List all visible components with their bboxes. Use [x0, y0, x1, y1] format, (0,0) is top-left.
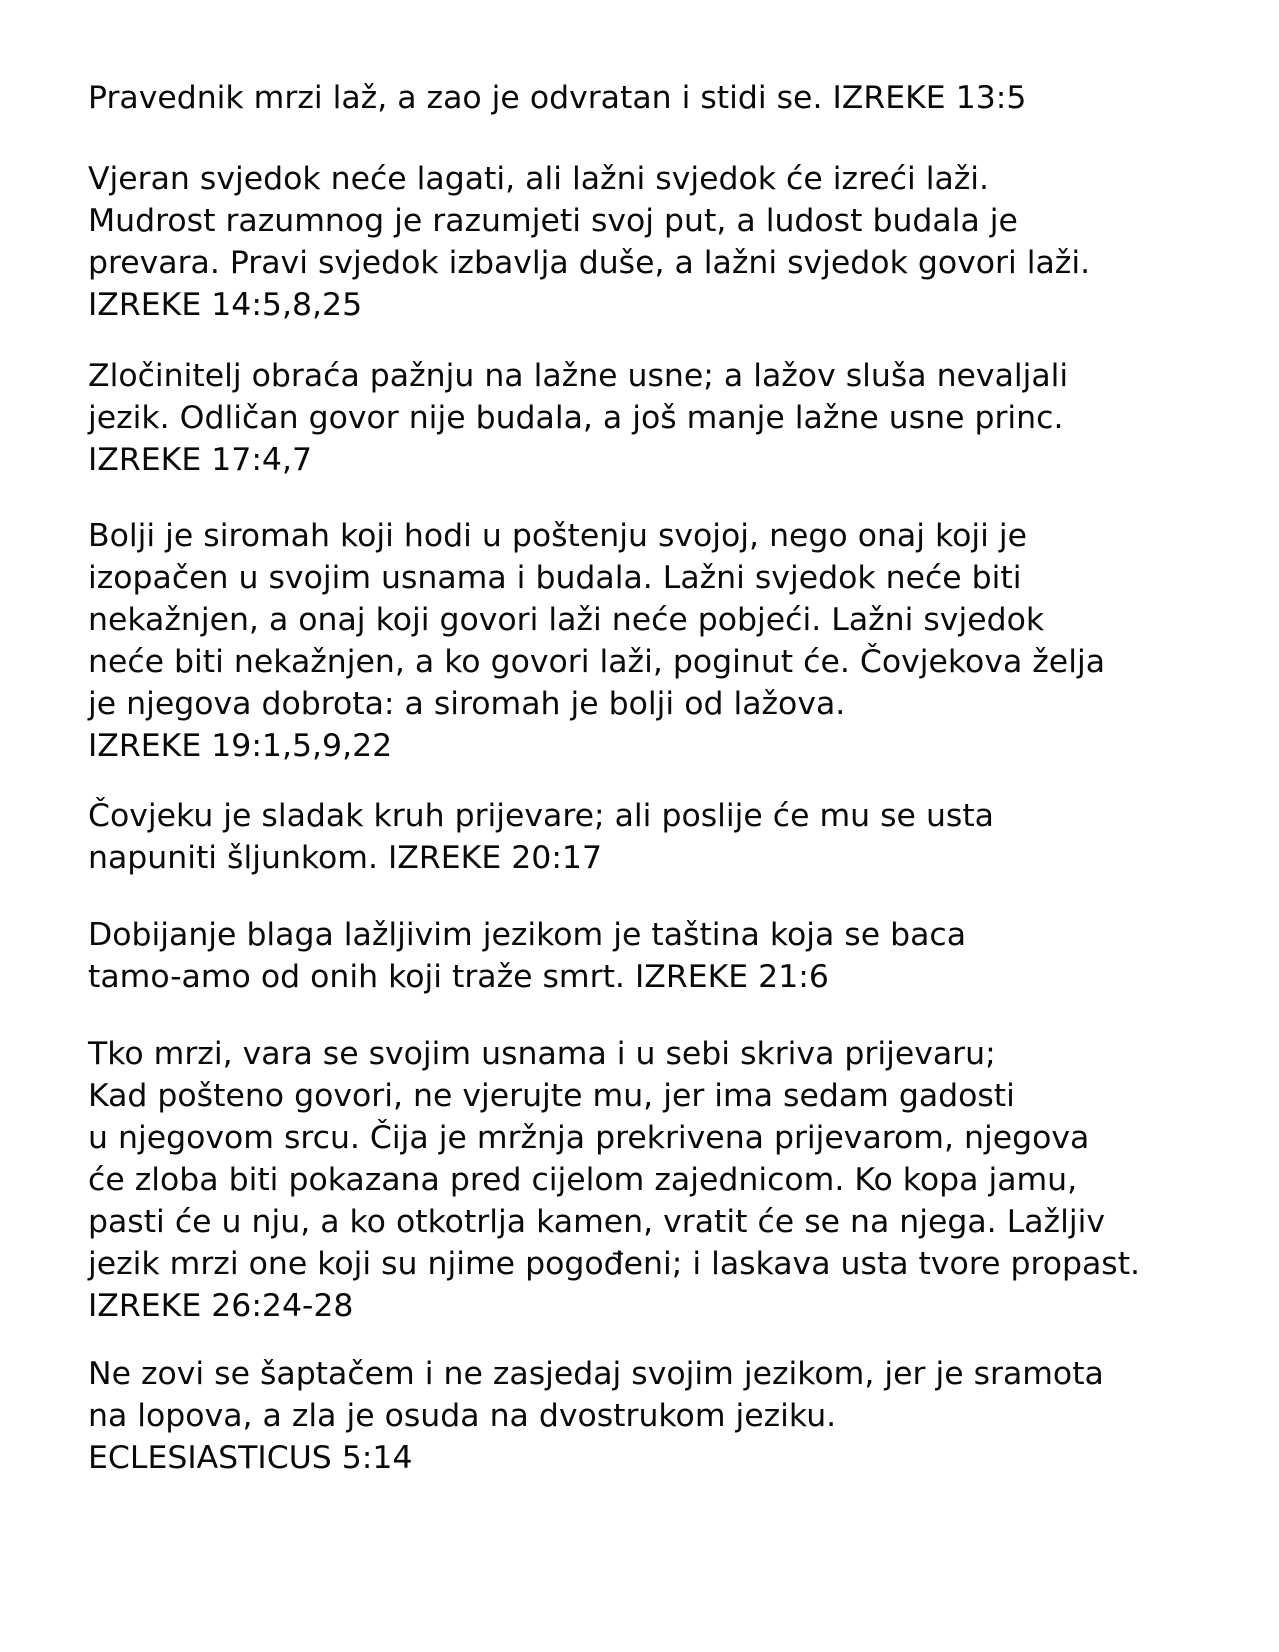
- text-line: prevara. Pravi svjedok izbavlja duše, a lažni svjedok govori laži.: [88, 245, 1091, 281]
- text-line: Dobijanje blaga lažljivim jezikom je taština koja se baca: [88, 917, 967, 953]
- text-line: Čovjeku je sladak kruh prijevare; ali poslije će mu se usta: [88, 798, 994, 834]
- text-line: tamo-amo od onih koji traže smrt. IZREKE 21:6: [88, 959, 829, 995]
- text-line: Pravednik mrzi laž, a zao je odvratan i stidi se. IZREKE 13:5: [88, 80, 1027, 116]
- text-line: u njegovom srcu. Čija je mržnja prekrivena prijevarom, njegova: [88, 1120, 1090, 1156]
- passage-izreke-17: [88, 355, 1068, 481]
- passage-eclesiasticus-5: [88, 1353, 1104, 1479]
- passage-izreke-21: [88, 914, 966, 998]
- text-line: na lopova, a zla je osuda na dvostrukom jeziku.: [88, 1398, 837, 1434]
- text-line: će zloba biti pokazana pred cijelom zajednicom. Ko kopa jamu,: [88, 1162, 1078, 1198]
- text-line: Ne zovi se šaptačem i ne zasjedaj svojim jezikom, jer je sramota: [88, 1356, 1104, 1392]
- text-line: Kad pošteno govori, ne vjerujte mu, jer ima sedam gadosti: [88, 1078, 1015, 1114]
- text-line: jezik. Odličan govor nije budala, a još manje lažne usne princ.: [88, 400, 1064, 436]
- text-line: je njegova dobrota: a siromah je bolji od lažova.: [88, 686, 846, 722]
- text-line: neće biti nekažnjen, a ko govori laži, poginut će. Čovjekova želja: [88, 644, 1105, 680]
- passage-izreke-19: [88, 515, 1105, 767]
- passage-izreke-14: [88, 158, 1090, 326]
- text-line: IZREKE 17:4,7: [88, 442, 313, 478]
- text-line: ECLESIASTICUS 5:14: [88, 1440, 413, 1476]
- passage-izreke-26: [88, 1033, 1140, 1327]
- text-line: IZREKE 26:24-28: [88, 1288, 354, 1324]
- text-line: nekažnjen, a onaj koji govori laži neće pobjeći. Lažni svjedok: [88, 602, 1045, 638]
- text-line: napuniti šljunkom. IZREKE 20:17: [88, 840, 603, 876]
- text-line: IZREKE 19:1,5,9,22: [88, 728, 393, 764]
- text-line: Bolji je siromah koji hodi u poštenju svojoj, nego onaj koji je: [88, 518, 1028, 554]
- passage-izreke-20: [88, 795, 994, 879]
- text-line: IZREKE 14:5,8,25: [88, 287, 363, 323]
- passage-izreke-13: [88, 77, 1026, 119]
- text-line: pasti će u nju, a ko otkotrlja kamen, vratit će se na njega. Lažljiv: [88, 1204, 1105, 1240]
- text-line: Zločinitelj obraća pažnju na lažne usne; a lažov sluša nevaljali: [88, 358, 1069, 394]
- text-line: jezik mrzi one koji su njime pogođeni; i laskava usta tvore propast.: [88, 1246, 1141, 1282]
- text-line: Vjeran svjedok neće lagati, ali lažni svjedok će izreći laži.: [88, 161, 990, 197]
- text-line: Tko mrzi, vara se svojim usnama i u sebi skriva prijevaru;: [88, 1036, 996, 1072]
- text-line: Mudrost razumnog je razumjeti svoj put, a ludost budala je: [88, 203, 1018, 239]
- text-line: izopačen u svojim usnama i budala. Lažni svjedok neće biti: [88, 560, 1022, 596]
